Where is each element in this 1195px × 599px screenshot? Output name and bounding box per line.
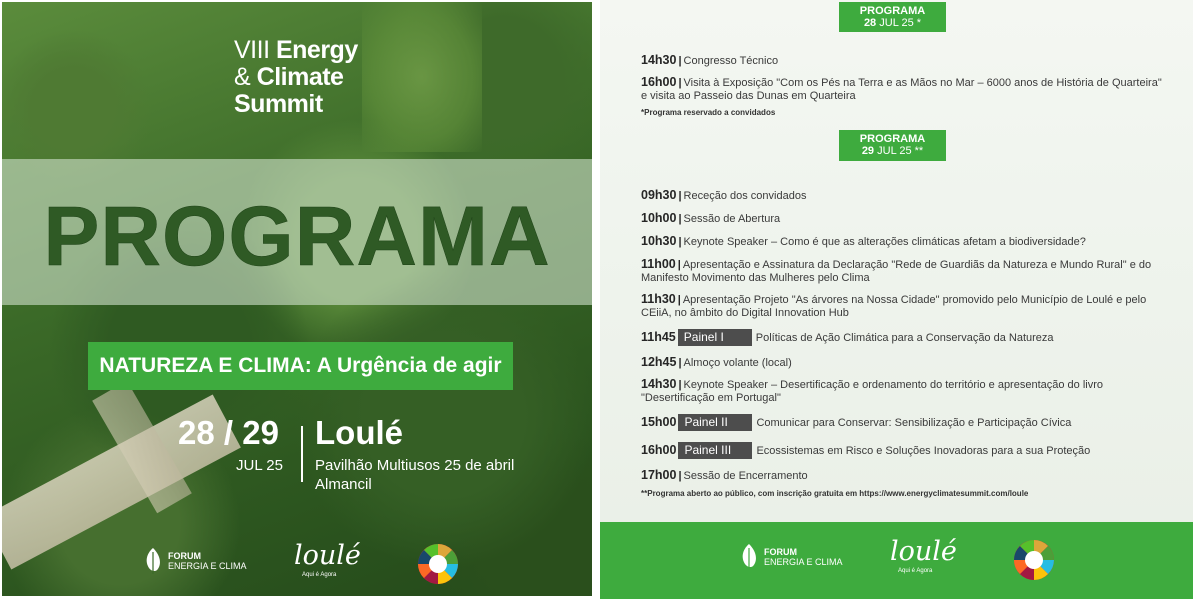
- list-item: 17h00 | Sessão de Encerramento: [641, 468, 808, 482]
- list-item: 10h30 | Keynote Speaker – Como é que as alterações climáticas afetam a biodiversidade?: [641, 234, 1086, 248]
- panel-badge: Painel I: [678, 329, 752, 346]
- list-item: 14h30 | Keynote Speaker – Desertificação e ordenamento do território e apresentação do livro "Desertificação em Portugal": [641, 377, 1103, 404]
- sdg-wheel-icon: [1013, 539, 1055, 581]
- event-dates: 28 / 29: [178, 414, 279, 451]
- registration-link[interactable]: https://www.energyclimatesummit.com/loule: [859, 489, 1029, 498]
- theme-banner: NATUREZA E CLIMA: A Urgência de agir: [88, 342, 513, 390]
- day2-header: PROGRAMA 29 JUL 25 **: [839, 130, 946, 161]
- forum-line2: ENERGIA E CLIMA: [168, 561, 247, 571]
- forum-line1: FORUM: [764, 547, 797, 557]
- sdg-wheel-icon: [417, 543, 459, 585]
- poster-logo-row: [142, 540, 472, 586]
- day2-note: **Programa aberto ao público, com inscrição gratuita em https://www.energyclimatesummit.com/loule: [641, 489, 1029, 498]
- loule-tagline: Aqui é Agora: [302, 572, 337, 578]
- list-item: 15h00 Painel II Comunicar para Conservar: Sensibilização e Participação Cívica: [641, 415, 1072, 429]
- loule-logo: loulé: [890, 536, 957, 567]
- aerial-lawn: [362, 2, 482, 152]
- list-item: 16h00 Painel III Ecossistemas em Risco e Soluções Inovadoras para a sua Proteção: [641, 443, 1091, 457]
- list-item: 09h30 | Receção dos convidados: [641, 188, 807, 202]
- forum-leaf-icon: [142, 546, 164, 576]
- event-poster: [2, 2, 592, 596]
- event-venue: Pavilhão Multiusos 25 de abril: [315, 457, 515, 474]
- day1-note: *Programa reservado a convidados: [641, 108, 776, 117]
- forum-line2: ENERGIA E CLIMA: [764, 557, 843, 567]
- forum-logo: [738, 542, 843, 572]
- panel-badge: Painel II: [678, 414, 752, 431]
- program-schedule: [600, 0, 1193, 599]
- event-month: JUL 25: [236, 457, 283, 474]
- list-item: 14h30 | Congresso Técnico: [641, 53, 779, 67]
- event-city: Loulé: [315, 414, 403, 451]
- forum-logo: [142, 546, 247, 576]
- day1-header: PROGRAMA 28 JUL 25 *: [839, 2, 946, 32]
- panel-badge: Painel III: [678, 442, 752, 459]
- forum-line1: FORUM: [168, 551, 201, 561]
- list-item: 16h00 | Visita à Exposição "Com os Pés na Terra e as Mãos no Mar – 6000 anos de História de Quarteira" e visita ao Passeio das Dunas em Quarteira: [641, 75, 1162, 102]
- date-divider: [301, 426, 303, 482]
- list-item: 10h00 | Sessão de Abertura: [641, 211, 781, 225]
- footer-logo-row: [738, 536, 1068, 586]
- list-item: 11h30 | Apresentação Projeto "As árvores na Nossa Cidade" promovido pelo Município de Loulé e pelo CEiiA, no âmbito do Digital Innovation Hub: [641, 292, 1147, 319]
- forum-leaf-icon: [738, 542, 760, 572]
- list-item: 12h45 | Almoço volante (local): [641, 355, 792, 369]
- programa-heading: PROGRAMA: [43, 189, 551, 283]
- loule-logo: loulé: [294, 540, 361, 571]
- event-locality: Almancil: [315, 476, 372, 493]
- list-item: 11h00 | Apresentação e Assinatura da Declaração "Rede de Guardiãs da Natureza e Mundo Rural" e do Manifesto Movimento das Mulheres pelo Clima: [641, 257, 1152, 284]
- loule-tagline: Aqui é Agora: [898, 568, 933, 574]
- summit-title: VIII Energy & Climate Summit: [234, 36, 358, 118]
- list-item: 11h45 Painel I Políticas de Ação Climática para a Conservação da Natureza: [641, 330, 1054, 344]
